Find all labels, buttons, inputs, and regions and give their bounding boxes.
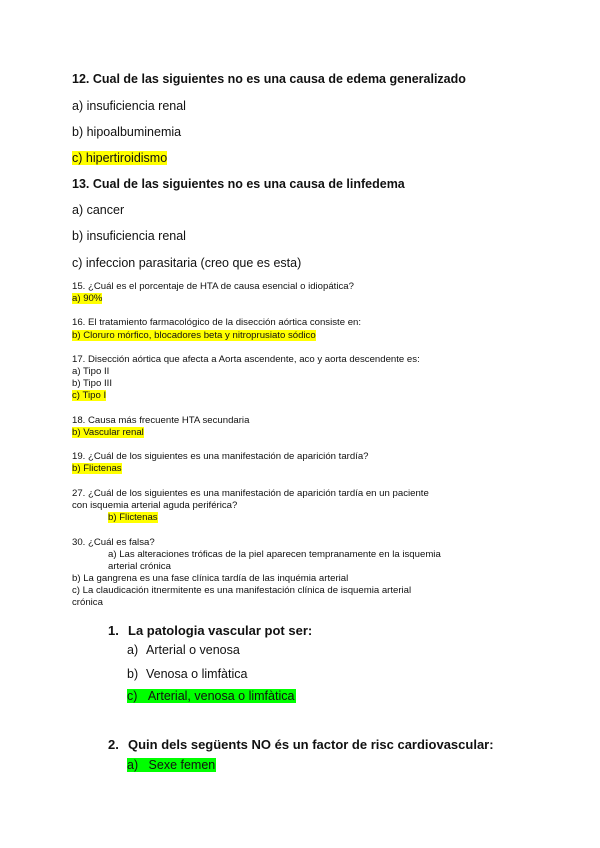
q18-answer: b) Vascular renal [72, 427, 144, 438]
q17-answer: c) Tipo I [72, 390, 107, 401]
q13-option-b: b) insuficiencia renal [72, 229, 186, 243]
cat1-option-c-text: Arterial, venosa o limfàtica [147, 689, 295, 703]
q17-option-b: b) Tipo III [72, 378, 112, 389]
q30-option-c-line2: crónica [72, 597, 103, 608]
q27-title-line1: 27. ¿Cuál de los siguientes es una manifestación de aparición tardía en un paciente [72, 488, 429, 499]
q16-answer: b) Cloruro mórfico, blocadores beta y nitroprusiato sódico [72, 330, 316, 341]
q30-title: 30. ¿Cuál es falsa? [72, 537, 155, 548]
q12-option-b: b) hipoalbuminemia [72, 125, 182, 139]
q17-title: 17. Disección aórtica que afecta a Aorta ascendente, aco y aorta descendente es: [72, 354, 420, 365]
q13-option-a: a) cancer [72, 203, 125, 217]
q27-title-line2: con isquemia arterial aguda periférica? [72, 500, 238, 511]
cat1-option-a-text: Arterial o venosa [146, 643, 240, 657]
q12-option-c-highlighted: c) hipertiroidismo [72, 151, 168, 165]
cat2-option-a-text: Sexe femen [148, 758, 216, 772]
q17-option-a: a) Tipo II [72, 366, 110, 377]
q18-title: 18. Causa más frecuente HTA secundaria [72, 415, 250, 426]
cat1-option-b-text: Venosa o limfàtica [146, 667, 248, 681]
cat1-option-c-highlighted [127, 689, 296, 703]
q16-title: 16. El tratamiento farmacológico de la disección aórtica consiste en: [72, 317, 362, 328]
q15-answer: a) 90% [72, 293, 103, 304]
q19-answer: b) Flictenas [72, 463, 122, 474]
q12-title: 12. Cual de las siguientes no es una causa de edema generalizado [72, 72, 466, 86]
cat1-option-c-letter: c) [127, 689, 138, 703]
q19-title: 19. ¿Cuál de los siguientes es una manifestación de aparición tardía? [72, 451, 369, 462]
cat1-title: La patologia vascular pot ser: [128, 623, 313, 638]
cat1-number: 1. [108, 623, 119, 638]
cat2-option-a-letter: a) [127, 758, 139, 772]
q30-option-c-line1: c) La claudicación itnermitente es una manifestación clínica de isquemia arterial [72, 585, 412, 596]
cat2-option-a-highlighted [127, 758, 216, 772]
cat1-option-b-letter: b) [127, 667, 139, 681]
q30-option-b: b) La gangrena es una fase clínica tardía de las inquémia arterial [72, 573, 349, 584]
q13-option-c: c) infeccion parasitaria (creo que es esta) [72, 256, 302, 270]
q27-answer: b) Flictenas [108, 512, 158, 523]
cat2-number: 2. [108, 737, 119, 752]
q15-title: 15. ¿Cuál es el porcentaje de HTA de causa esencial o idiopática? [72, 281, 354, 292]
q30-option-a-line1: a) Las alteraciones tróficas de la piel aparecen tempranamente en la isquemia [108, 549, 441, 560]
cat1-option-a-letter: a) [127, 643, 139, 657]
cat2-title: Quin dels següents NO és un factor de risc cardiovascular: [128, 737, 494, 752]
q30-option-a-line2: arterial crónica [108, 561, 171, 572]
q13-title: 13. Cual de las siguientes no es una causa de linfedema [72, 177, 405, 191]
q12-option-a: a) insuficiencia renal [72, 99, 186, 113]
